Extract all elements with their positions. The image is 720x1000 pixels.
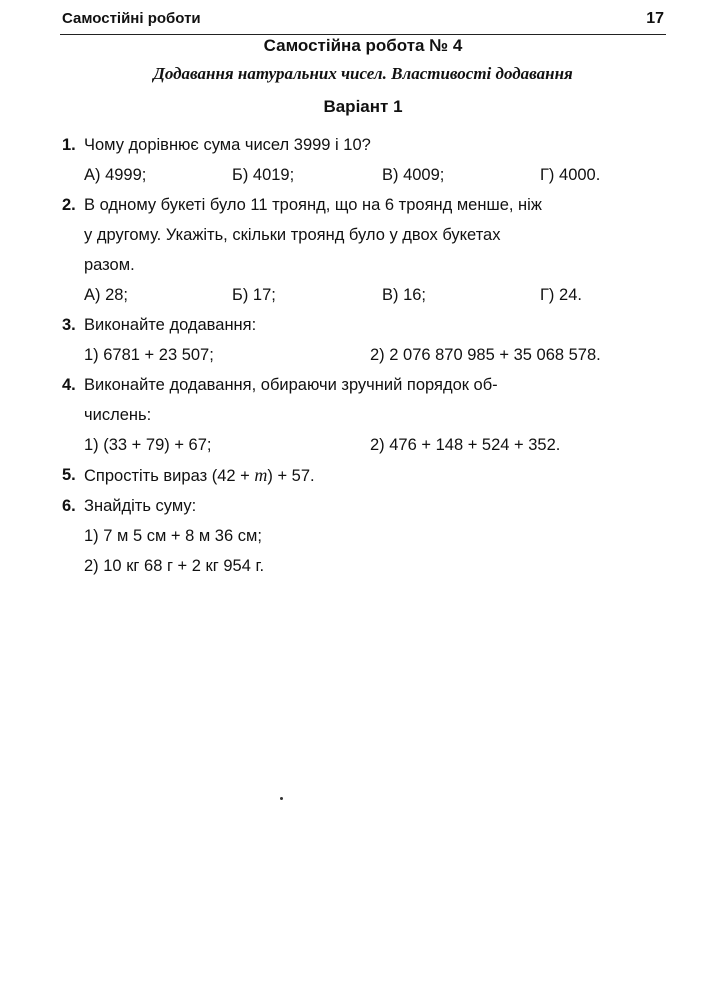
answer-option: В) 16; — [382, 286, 427, 304]
task-item: 1) (33 + 79) + 67; — [84, 436, 212, 454]
answer-option: В) 4009; — [382, 166, 445, 184]
task-question: Знайдіть суму: — [84, 497, 197, 515]
work-subtitle: Додавання натуральних чисел. Властивості додавання — [153, 64, 573, 83]
answer-option: Б) 4019; — [232, 166, 295, 184]
answer-option: Г) 4000. — [540, 166, 601, 184]
task-1 — [60, 130, 664, 190]
task-items — [84, 430, 664, 460]
task-question — [84, 460, 664, 491]
task-3 — [60, 310, 664, 370]
task-question: Чому дорівнює сума чисел 3999 і 10? — [84, 136, 371, 154]
variable-m: m — [254, 465, 268, 485]
question-text-before: Спростіть вираз (42 + — [84, 467, 255, 485]
page-number: 17 — [646, 10, 664, 27]
task-question-line: разом. — [84, 256, 135, 274]
answer-options — [84, 280, 664, 310]
work-title: Самостійна робота № 4 — [263, 36, 463, 55]
task-2 — [60, 190, 664, 310]
task-item: 1) 6781 + 23 507; — [84, 346, 214, 364]
task-item: 1) 7 м 5 см + 8 м 36 см; — [84, 527, 262, 545]
answer-options — [84, 160, 664, 190]
task-question-line: числень: — [84, 406, 152, 424]
variant-heading: Варіант 1 — [323, 97, 403, 116]
task-number: 4. — [62, 376, 76, 394]
task-item: 2) 10 кг 68 г + 2 кг 954 г. — [84, 557, 265, 575]
answer-option: А) 4999; — [84, 166, 147, 184]
task-6 — [60, 491, 664, 581]
task-4 — [60, 370, 664, 460]
task-number: 3. — [62, 316, 76, 334]
task-question-line: у другому. Укажіть, скільки троянд було у двох букетах — [84, 226, 501, 244]
task-item: 2) 2 076 870 985 + 35 068 578. — [370, 346, 601, 364]
answer-option: А) 28; — [84, 286, 129, 304]
answer-option: Г) 24. — [540, 286, 582, 304]
answer-option: Б) 17; — [232, 286, 276, 304]
task-items — [84, 340, 664, 370]
task-question-line: В одному букеті було 11 троянд, що на 6 троянд менше, ніж — [84, 196, 542, 214]
task-item: 2) 476 + 148 + 524 + 352. — [370, 436, 561, 454]
task-number: 1. — [62, 136, 76, 154]
task-number: 2. — [62, 196, 76, 214]
task-5 — [60, 460, 664, 491]
task-number: 6. — [62, 497, 76, 515]
print-speck — [280, 797, 283, 800]
question-text-after: ) + 57. — [267, 467, 315, 485]
task-question-line: Виконайте додавання, обираючи зручний порядок об- — [84, 376, 498, 394]
running-header — [60, 8, 666, 35]
task-question: Виконайте додавання: — [84, 316, 257, 334]
task-number: 5. — [62, 466, 76, 484]
task-list — [60, 130, 664, 581]
section-title: Самостійні роботи — [62, 10, 201, 27]
